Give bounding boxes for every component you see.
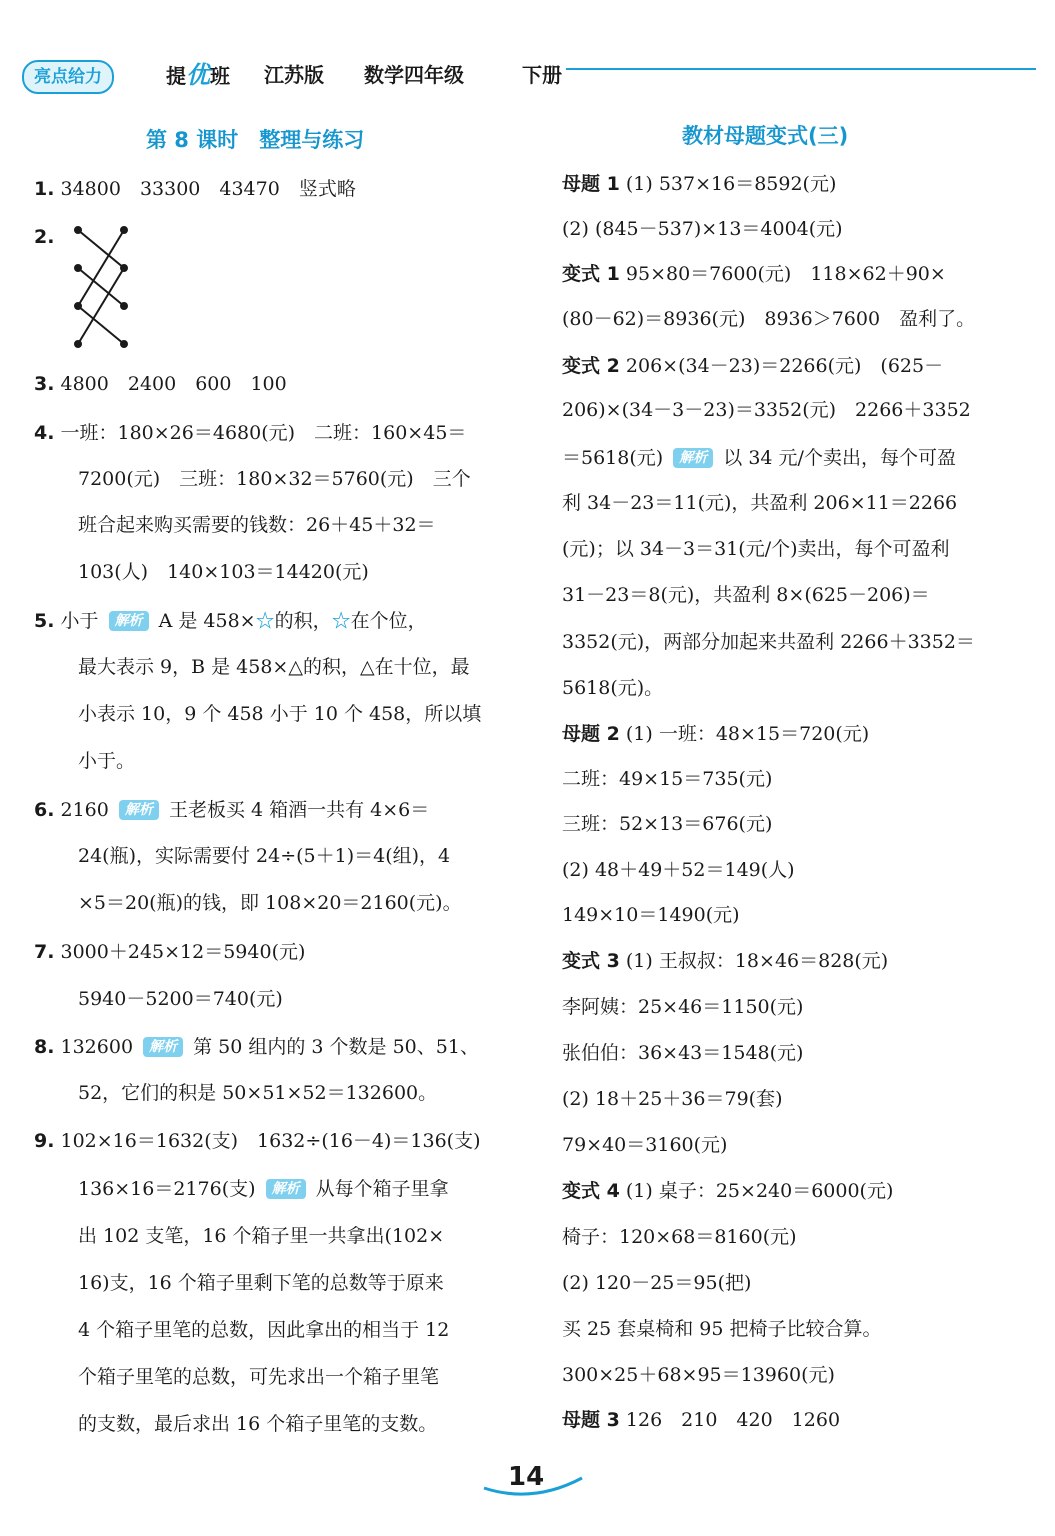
answer-line: 79×40＝3160(元) [562, 1134, 728, 1156]
answer-line [34, 939, 305, 965]
match-dot [121, 303, 127, 309]
answer-line: 149×10＝1490(元) [562, 904, 740, 926]
series-suffix: 班 [210, 64, 230, 88]
match-line [78, 268, 124, 344]
answer-text: 2160 [60, 799, 109, 821]
match-dot [75, 227, 81, 233]
mother-question-3 [562, 1407, 840, 1433]
question-label: 母题 1 [562, 173, 620, 195]
analysis-tag: 解析 [673, 448, 713, 468]
star-icon: ☆ [255, 610, 275, 632]
answer-text: 95×80＝7600(元) 118×62＋90× [625, 263, 946, 285]
question-number: 7. [34, 941, 55, 963]
answer-text: (1) 桌子：25×240＝6000(元) [625, 1180, 894, 1202]
answer-text: 一班：180×26＝4680(元) 二班：160×45＝ [60, 422, 467, 444]
analysis-tag: 解析 [119, 800, 159, 820]
answer-line: (2) 48＋49＋52＝149(人) [562, 859, 795, 881]
question-label: 母题 2 [562, 723, 620, 745]
volume-label: 下册 [522, 63, 562, 87]
answer-line [562, 261, 946, 287]
question-label: 变式 2 [562, 355, 620, 377]
answer-text: 206×(34－23)＝2266(元) (625－ [625, 355, 944, 377]
answer-text: (1) 537×16＝8592(元) [625, 173, 837, 195]
answer-line: (2) 120－25＝95(把) [562, 1272, 752, 1294]
answer-line: (2) 18＋25＋36＝79(套) [562, 1088, 783, 1110]
answer-line [562, 1178, 893, 1204]
analysis-text: 以 34 元/个卖出，每个可盈 [723, 447, 956, 469]
question-2 [34, 224, 54, 250]
match-line [78, 306, 124, 344]
analysis-text: 王老板买 4 箱酒一共有 4×6＝ [168, 799, 430, 821]
analysis-text: 从每个箱子里拿 [315, 1178, 449, 1200]
matching-lines-diagram [66, 222, 136, 352]
analysis-tag: 解析 [109, 611, 149, 631]
analysis-line: 小于。 [78, 750, 136, 772]
section-title-left: 第 8 课时 整理与练习 [146, 128, 365, 152]
brand-badge: 亮点给力 [22, 60, 114, 94]
answer-text: 小于 [60, 610, 99, 632]
page-number: 14 [508, 1462, 545, 1492]
analysis-line: 4 个箱子里笔的总数，因此拿出的相当于 12 [78, 1319, 450, 1341]
answer-text: (1) 一班：48×15＝720(元) [625, 723, 870, 745]
answer-line [562, 445, 956, 471]
series-prefix: 提 [166, 64, 186, 88]
match-dot [121, 341, 127, 347]
answer-line: 椅子：120×68＝8160(元) [562, 1226, 797, 1248]
analysis-line: 个箱子里笔的总数，可先求出一个箱子里笔 [78, 1366, 440, 1388]
question-label: 变式 4 [562, 1180, 620, 1202]
analysis-tag: 解析 [266, 1179, 306, 1199]
analysis-line: 的支数，最后求出 16 个箱子里笔的支数。 [78, 1413, 438, 1435]
series-highlight: 优 [186, 61, 210, 89]
answer-line [34, 608, 427, 634]
answer-text: (1) 王叔叔：18×46＝828(元) [625, 950, 889, 972]
answer-text: 4800 2400 600 100 [60, 373, 287, 395]
answer-line: 206)×(34－3－23)＝3352(元) 2266＋3352 [562, 399, 971, 421]
answer-line: (80－62)＝8936(元) 8936＞7600 盈利了。 [562, 308, 976, 330]
answer-line: 李阿姨：25×46＝1150(元) [562, 996, 804, 1018]
match-line [78, 268, 124, 306]
section-title-right: 教材母题变式(三) [682, 124, 849, 148]
analysis-text: 第 50 组内的 3 个数是 50、51、 [193, 1036, 479, 1058]
header-rule [566, 68, 1036, 70]
question-number: 2. [34, 226, 55, 248]
match-dot [121, 265, 127, 271]
analysis-text: 的积， [274, 610, 332, 632]
match-line [78, 230, 124, 268]
match-dot [75, 265, 81, 271]
answer-text: 132600 [60, 1036, 134, 1058]
question-number: 4. [34, 422, 55, 444]
answer-line: 300×25＋68×95＝13960(元) [562, 1364, 835, 1386]
question-number: 5. [34, 610, 55, 632]
answer-line [562, 948, 888, 974]
answer-text: 102×16＝1632(支) 1632÷(16－4)＝136(支) [60, 1130, 481, 1152]
answer-line [34, 420, 466, 446]
analysis-line: ×5＝20(瓶)的钱，即 108×20＝2160(元)。 [78, 892, 462, 914]
match-dot [75, 303, 81, 309]
analysis-line: 24(瓶)，实际需要付 24÷(5＋1)＝4(组)，4 [78, 845, 451, 867]
answer-line [78, 1176, 449, 1202]
answer-line: 7200(元) 三班：180×32＝5760(元) 三个 [78, 468, 471, 490]
answer-line: 二班：49×15＝735(元) [562, 768, 773, 790]
series-name [166, 60, 230, 91]
analysis-text: A 是 458× [158, 610, 256, 632]
answer-text: ＝5618(元) [562, 447, 664, 469]
analysis-line: 16)支，16 个箱子里剩下笔的总数等于原来 [78, 1272, 444, 1294]
answer-line: 三班：52×13＝676(元) [562, 813, 773, 835]
edition-label: 江苏版 [264, 63, 324, 87]
star-icon: ☆ [331, 610, 351, 632]
analysis-line: 3352(元)，两部分加起来共盈利 2266＋3352＝ [562, 631, 975, 653]
analysis-line: 小表示 10，9 个 458 小于 10 个 458，所以填 [78, 703, 482, 725]
answer-line [34, 1128, 481, 1154]
answer-line: (2) (845－537)×13＝4004(元) [562, 218, 843, 240]
answer-line [34, 797, 429, 823]
question-1 [34, 176, 356, 202]
answer-line: 张伯伯：36×43＝1548(元) [562, 1042, 804, 1064]
question-number: 8. [34, 1036, 55, 1058]
answer-text: 136×16＝2176(支) [78, 1178, 256, 1200]
analysis-tag: 解析 [143, 1037, 183, 1057]
answer-text: 3000＋245×12＝5940(元) [60, 941, 306, 963]
answer-line [562, 171, 836, 197]
analysis-line: 31－23＝8(元)，共盈利 8×(625－206)＝ [562, 584, 930, 606]
answer-line [562, 721, 869, 747]
match-line [78, 230, 124, 306]
analysis-line: 利 34－23＝11(元)，共盈利 206×11＝2266 [562, 492, 958, 514]
match-dot [121, 227, 127, 233]
analysis-text: 在个位， [350, 610, 427, 632]
analysis-line: (元)；以 34－3＝31(元/个)卖出，每个可盈利 [562, 538, 950, 560]
answer-text: 34800 33300 43470 竖式略 [60, 178, 356, 200]
answer-text: 126 210 420 1260 [625, 1409, 841, 1431]
book-title: 数学四年级 [364, 63, 464, 87]
analysis-line: 52，它们的积是 50×51×52＝132600。 [78, 1082, 438, 1104]
page-header [18, 58, 1028, 94]
question-label: 母题 3 [562, 1409, 620, 1431]
analysis-line: 出 102 支笔，16 个箱子里一共拿出(102× [78, 1225, 445, 1247]
answer-line [34, 1034, 479, 1060]
analysis-line: 5618(元)。 [562, 677, 664, 699]
match-dot [75, 341, 81, 347]
answer-line [562, 353, 943, 379]
question-number: 3. [34, 373, 55, 395]
question-number: 9. [34, 1130, 55, 1152]
question-number: 1. [34, 178, 55, 200]
analysis-line: 最大表示 9，B 是 458×△的积，△在十位，最 [78, 656, 470, 678]
question-label: 变式 1 [562, 263, 620, 285]
question-label: 变式 3 [562, 950, 620, 972]
answer-line: 103(人) 140×103＝14420(元) [78, 561, 369, 583]
answer-line: 班合起来购买需要的钱数：26＋45＋32＝ [78, 514, 436, 536]
answer-line: 买 25 套桌椅和 95 把椅子比较合算。 [562, 1318, 882, 1340]
answer-line: 5940－5200＝740(元) [78, 988, 283, 1010]
question-3 [34, 371, 287, 397]
question-number: 6. [34, 799, 55, 821]
